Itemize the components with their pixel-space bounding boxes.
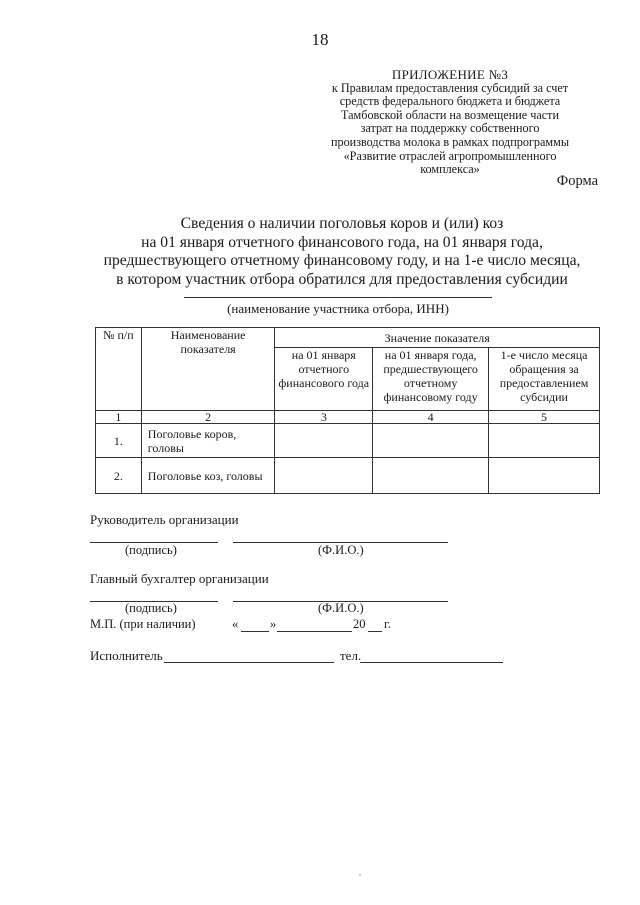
participant-caption: (наименование участника отбора, ИНН)	[227, 301, 449, 316]
column-numbers-row	[96, 411, 600, 424]
value-cell[interactable]	[373, 458, 489, 494]
appendix-line: производства молока в рамках подпрограммы	[330, 134, 570, 149]
appendix-line: затрат на поддержку собственного	[360, 121, 540, 136]
date-open-quote: «	[232, 617, 239, 631]
stamp-label: М.П. (при наличии)	[90, 617, 196, 631]
value-cell[interactable]	[275, 458, 373, 494]
header-col3: на 01 января отчетного финансового года	[275, 348, 373, 411]
col-number: 2	[141, 411, 275, 424]
header-col5: 1-е число месяца обращения за предоставлением субсидии	[489, 348, 600, 411]
appendix-line: «Развитие отраслей агропромышленного	[343, 148, 557, 163]
appendix-block	[300, 68, 600, 177]
title-line: Сведения о наличии поголовья коров и (или) коз	[180, 215, 504, 232]
phone-label: тел.	[340, 648, 362, 663]
row-name: Поголовье коз, головы	[141, 458, 275, 494]
value-cell[interactable]	[373, 424, 489, 458]
header-value-group: Значение показателя	[275, 328, 600, 348]
executor-line[interactable]	[164, 662, 334, 663]
date-month-line[interactable]	[277, 631, 352, 632]
row-name: Поголовье коров, головы	[141, 424, 275, 458]
sign-caption: (подпись)	[125, 601, 177, 615]
value-cell[interactable]	[489, 458, 600, 494]
title-line: предшествующего отчетному финансовому году, и на 1-е число месяца,	[103, 252, 581, 270]
accountant-label: Главный бухгалтер организации	[90, 571, 269, 586]
date-day-line[interactable]	[241, 631, 269, 632]
row-num: 1.	[96, 424, 142, 458]
page-number: 18	[311, 30, 329, 49]
value-cell[interactable]	[489, 424, 600, 458]
appendix-line: комплекса»	[420, 162, 480, 177]
participant-fill-line[interactable]	[184, 297, 492, 298]
year-prefix: 20	[353, 617, 366, 631]
fio-caption: (Ф.И.О.)	[318, 543, 364, 557]
phone-line[interactable]	[360, 662, 503, 663]
col-number: 1	[96, 411, 142, 424]
document-title	[60, 215, 624, 289]
fio-caption: (Ф.И.О.)	[318, 601, 364, 615]
header-num: № п/п	[96, 328, 142, 411]
scan-speck	[359, 874, 361, 876]
title-line: на 01 января отчетного финансового года, на 01 января года,	[141, 233, 543, 251]
col-number: 5	[489, 411, 600, 424]
title-line: в котором участник отбора обратился для предоставления субсидии	[116, 270, 568, 288]
year-suffix: г.	[384, 617, 391, 631]
form-label: Форма	[556, 173, 598, 189]
date-close-quote: »	[270, 617, 277, 631]
head-label: Руководитель организации	[90, 512, 239, 527]
header-col4: на 01 января года, предшествующего отчетному финансовому году	[373, 348, 489, 411]
row-num: 2.	[96, 458, 142, 494]
header-name: Наименование показателя	[141, 328, 275, 411]
appendix-line: средств федерального бюджета и бюджета	[339, 94, 561, 109]
value-cell[interactable]	[275, 424, 373, 458]
appendix-line: к Правилам предоставления субсидий за счет	[331, 80, 569, 95]
executor-label: Исполнитель	[90, 648, 163, 663]
col-number: 4	[373, 411, 489, 424]
appendix-line: Тамбовской области на возмещение части	[341, 107, 559, 122]
col-number: 3	[275, 411, 373, 424]
table-row	[96, 424, 600, 458]
table-row	[96, 458, 600, 494]
appendix-title: ПРИЛОЖЕНИЕ №3	[391, 67, 509, 82]
indicators-table	[95, 327, 600, 494]
date-year-line[interactable]	[368, 631, 382, 632]
sign-caption: (подпись)	[125, 543, 177, 557]
